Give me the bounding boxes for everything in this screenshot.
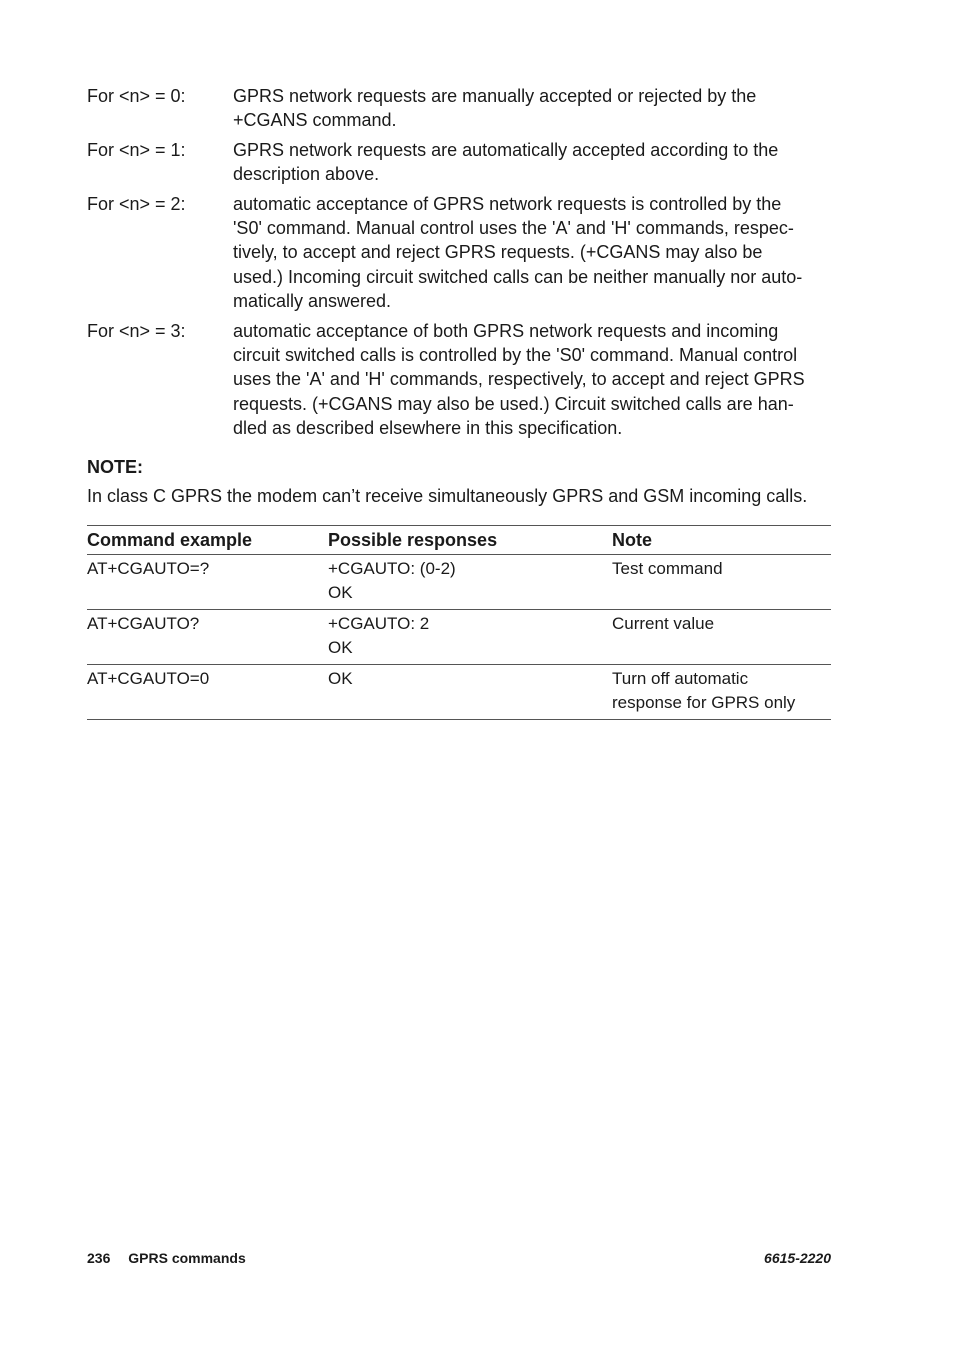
definition-row: [87, 84, 831, 133]
section-title: GPRS commands: [128, 1250, 246, 1266]
page-footer: [87, 1250, 831, 1266]
document-number: 6615-2220: [764, 1250, 831, 1266]
table-row: [87, 554, 831, 609]
response-cell: +CGAUTO: 2 OK: [328, 609, 612, 664]
response-cell: OK: [328, 664, 612, 719]
command-cell: AT+CGAUTO=0: [87, 664, 328, 719]
definition-description: automatic acceptance of both GPRS network requests and incoming circuit switched calls is controlled by the 'S0' command. Manual control uses the 'A' and 'H' commands, respectively, to accept and reject GPRS requests. (+CGANS may also be used.) Circuit switched calls are han- dled as described elsewhere in this specification.: [233, 320, 805, 439]
column-header-note: Note: [612, 525, 831, 554]
command-cell: AT+CGAUTO=?: [87, 554, 328, 609]
table-row: [87, 609, 831, 664]
definition-row: [87, 319, 831, 441]
note-cell: Turn off automatic response for GPRS only: [612, 664, 831, 719]
note-text: In class C GPRS the modem can’t receive simultaneously GPRS and GSM incoming calls.: [87, 485, 808, 506]
note-cell: Current value: [612, 609, 831, 664]
response-cell: +CGAUTO: (0-2) OK: [328, 554, 612, 609]
footer-left: [87, 1250, 246, 1266]
column-header-possible-responses: Possible responses: [328, 525, 612, 554]
definition-description: automatic acceptance of GPRS network requests is controlled by the 'S0' command. Manual control uses the 'A' and 'H' commands, respec- tively, to accept and reject GPRS requests. (+CGANS may also be used.) Incoming circuit switched calls can be neither manually nor auto- matically answered.: [233, 193, 803, 312]
table-row: [87, 664, 831, 719]
definition-description: GPRS network requests are automatically accepted according to the description above.: [233, 139, 779, 185]
definition-row: [87, 192, 831, 314]
definition-row: [87, 138, 831, 187]
definition-term: For <n> = 0:: [87, 86, 186, 106]
definition-term: For <n> = 1:: [87, 139, 186, 160]
table-header-row: [87, 525, 831, 554]
command-cell: AT+CGAUTO?: [87, 609, 328, 664]
command-example-table: [87, 525, 831, 720]
note-heading: NOTE:: [87, 456, 143, 477]
parameter-definitions: [87, 84, 831, 441]
definition-term: For <n> = 3:: [87, 320, 186, 341]
page-number: 236: [87, 1250, 111, 1266]
page-content: [87, 84, 831, 720]
note-cell: Test command: [612, 554, 831, 609]
definition-description: GPRS network requests are manually accepted or rejected by the +CGANS command.: [233, 86, 757, 131]
column-header-command-example: Command example: [87, 525, 328, 554]
definition-term: For <n> = 2:: [87, 193, 186, 214]
